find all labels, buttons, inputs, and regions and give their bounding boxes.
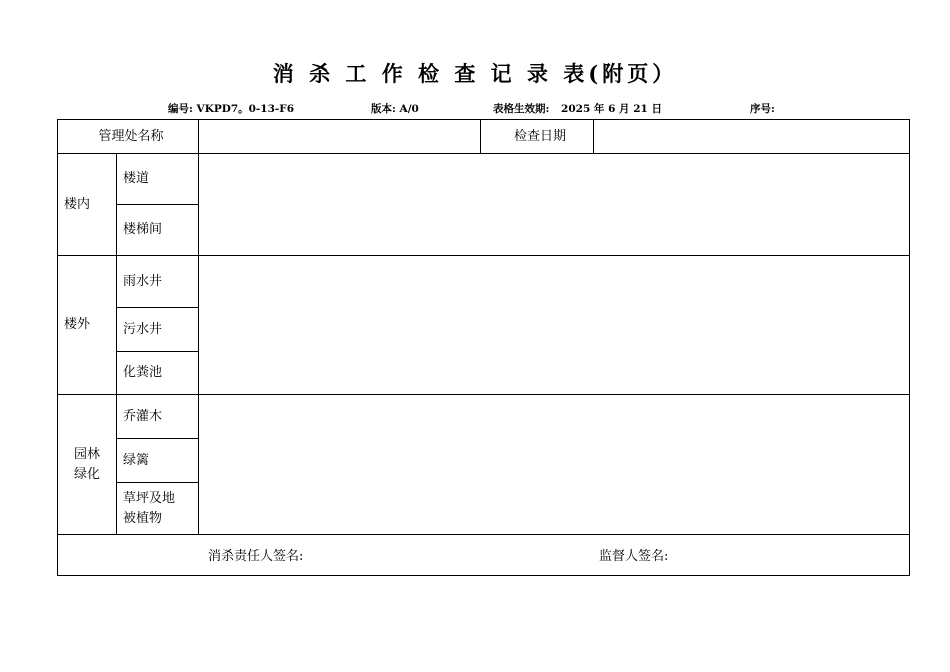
item-lawn-groundcover: 草坪及地 被植物 — [117, 483, 199, 535]
version-field — [371, 101, 419, 116]
item-stairwell: 楼梯间 — [117, 205, 199, 256]
form-title: 消 杀 工 作 检 查 记 录 表(附页） — [272, 61, 678, 86]
table-row — [58, 395, 910, 439]
signature-cell[interactable] — [58, 535, 910, 576]
item-septic-tank: 化粪池 — [117, 352, 199, 395]
group-landscaping: 园林 绿化 — [58, 395, 117, 535]
version-label: 版本: — [371, 103, 396, 115]
responsible-sign-label: 消杀责任人签名: — [208, 549, 304, 564]
inspection-date-input[interactable] — [594, 120, 910, 154]
code-value: VKPD7。0-13-F6 — [196, 103, 295, 115]
effective-date-label: 表格生效期: — [493, 103, 550, 115]
office-name-label: 管理处名称 — [58, 120, 199, 154]
item-hedges: 绿篱 — [117, 439, 199, 483]
inspection-date-label: 检查日期 — [481, 120, 594, 154]
group-outdoor: 楼外 — [58, 256, 117, 395]
item-trees-shrubs: 乔灌木 — [117, 395, 199, 439]
version-value: A/0 — [399, 103, 419, 115]
serial-label: 序号: — [750, 103, 775, 115]
supervisor-sign-label: 监督人签名: — [599, 549, 669, 564]
item-rainwater-well: 雨水井 — [117, 256, 199, 308]
header-row — [58, 120, 910, 154]
indoor-record-area[interactable] — [199, 154, 910, 256]
item-corridor: 楼道 — [117, 154, 199, 205]
item-sewage-well: 污水井 — [117, 308, 199, 352]
code-field — [168, 101, 294, 116]
group-indoor: 楼内 — [58, 154, 117, 256]
effective-date-value: 2025 年 6 月 21 日 — [561, 103, 662, 115]
table-row — [58, 256, 910, 308]
serial-field — [750, 101, 775, 116]
office-name-input[interactable] — [199, 120, 481, 154]
inspection-table — [57, 119, 910, 576]
signature-row — [58, 535, 910, 576]
table-row — [58, 154, 910, 205]
effective-date-field — [493, 101, 662, 116]
outdoor-record-area[interactable] — [199, 256, 910, 395]
code-label: 编号: — [168, 103, 193, 115]
landscaping-record-area[interactable] — [199, 395, 910, 535]
